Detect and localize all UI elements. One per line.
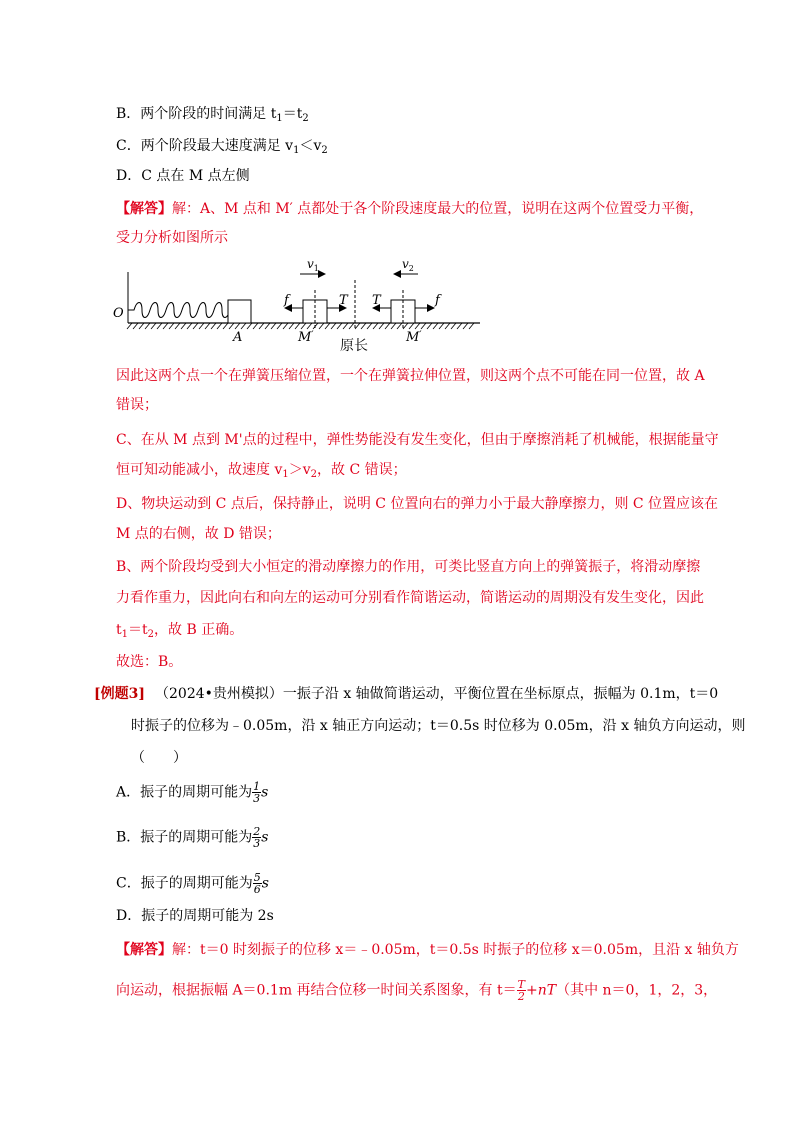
label-f-right: f [435,293,440,308]
answer-line-9: B、两个阶段均受到大小恒定的滑动摩擦力的作用，可类比竖直方向上的弹簧振子，将滑动摩擦 [116,559,701,575]
hatch-mark [289,323,294,329]
hatch-mark [403,323,408,329]
hatch-mark [349,323,354,329]
spring [128,303,230,318]
hatch-mark [367,323,372,329]
label-v1: $v_1$ [307,257,319,273]
answer-line-6: 恒可知动能减小，故速度 $v_1>v_2$，故 C 错误； [116,462,407,480]
hatch-mark [439,323,444,329]
hatch-mark [445,323,450,329]
hatch-mark [361,323,366,329]
hatch-mark [397,323,402,329]
label-a: A [233,330,243,345]
hatch-mark [307,323,312,329]
hatch-mark [391,323,396,329]
hatch-mark [223,323,228,329]
option-b: B．两个阶段的时间满足 $t_1=t_2$ [116,106,309,124]
force-diagram [0,250,794,360]
answer-line-11: $t_1=t_2$，故 B 正确。 [116,622,244,640]
hatch-mark [145,323,150,329]
example3-line-1: [例题3] （2024•贵州模拟）一振子沿 x 轴做简谐运动，平衡位置在坐标原点，振幅为 0.1m，t＝0 [94,686,719,702]
hatch-mark [295,323,300,329]
label-t-left: T [339,293,348,308]
hatch-mark [373,323,378,329]
hatch-mark [187,323,192,329]
label-natural-length: 原长 [340,338,368,354]
hatch-mark [337,323,342,329]
answer-line-1: 【解答】解：A、M 点和 M′ 点都处于各个阶段速度最大的位置，说明在这两个位置受力平衡， [116,201,704,217]
answer-line-10: 力看作重力，因此向右和向左的运动可分别看作简谐运动，简谐运动的周期没有发生变化，因此 [116,590,704,606]
hatch-mark [193,323,198,329]
hatch-mark [325,323,330,329]
example3-line-3: （ ） [131,750,187,766]
hatch-mark [301,323,306,329]
hatch-mark [343,323,348,329]
example3-option-c: C．振子的周期可能为 $\frac{5}{6}$ s [116,871,269,896]
example3-option-a: A．振子的周期可能为 $\frac{1}{3}$ s [116,780,269,805]
hatch-mark [175,323,180,329]
example3-option-b: B．振子的周期可能为 $\frac{2}{3}$ s [116,825,269,850]
hatch-mark [409,323,414,329]
hatch-mark [319,323,324,329]
hatch-mark [433,323,438,329]
example3-tag: [例题3] [94,686,145,702]
hatch-mark [199,323,204,329]
hatch-mark [379,323,384,329]
hatch-mark [211,323,216,329]
hatch-mark [385,323,390,329]
hatch-mark [463,323,468,329]
answer-line-5: C、在从 M 点到 M'点的过程中，弹性势能没有发生变化，但由于摩擦消耗了机械能，根据能量守 [116,432,719,448]
label-m-prime: M′ [406,330,422,345]
label-t-right: T [372,293,381,308]
label-o: O [113,306,124,321]
label-v2: $v_2$ [402,257,414,273]
hatch-mark [157,323,162,329]
answer-line-4: 错误； [116,397,158,413]
example3-line-2: 时振子的位移为﹣0.05m，沿 x 轴正方向运动；t＝0.5s 时位移为 0.05m，沿 x 轴负方向运动，则 [131,718,746,734]
answer-line-7: D、物块运动到 C 点后，保持静止，说明 C 位置向右的弹力小于最大静摩擦力，则 C 位置应该在 [116,496,719,512]
block-a [228,300,251,323]
hatch-mark [241,323,246,329]
option-d: D．C 点在 M 点左侧 [116,168,250,184]
hatch-mark [169,323,174,329]
label-m: M′ [298,330,314,345]
hatch-mark [271,323,276,329]
example3-option-d: D．振子的周期可能为 2s [116,908,274,924]
hatch-mark [235,323,240,329]
hatch-mark [421,323,426,329]
ground-hatching [127,323,474,329]
hatch-mark [283,323,288,329]
answer-line-12: 故选：B。 [116,654,183,670]
hatch-mark [469,323,474,329]
hatch-mark [181,323,186,329]
hatch-mark [247,323,252,329]
hatch-mark [253,323,258,329]
answer-line-2: 受力分析如图所示 [116,230,228,246]
hatch-mark [217,323,222,329]
answer2-line-1: 【解答】解：t＝0 时刻振子的位移 x＝﹣0.05m，t＝0.5s 时振子的位移 x＝0.05m，且沿 x 轴负方 [116,942,739,958]
answer2-tag: 【解答】 [116,942,172,958]
hatch-mark [427,323,432,329]
hatch-mark [163,323,168,329]
hatch-mark [205,323,210,329]
hatch-mark [133,323,138,329]
hatch-mark [457,323,462,329]
hatch-mark [259,323,264,329]
label-f-left: f [284,293,289,308]
hatch-mark [127,323,132,329]
hatch-mark [277,323,282,329]
hatch-mark [331,323,336,329]
option-c: C．两个阶段最大速度满足 $v_1<v_2$ [116,138,328,156]
hatch-mark [355,323,360,329]
answer-line-3: 因此这两个点一个在弹簧压缩位置，一个在弹簧拉伸位置，则这两个点不可能在同一位置，故 A [116,368,705,384]
answer-tag: 【解答】 [116,201,172,217]
hatch-mark [415,323,420,329]
hatch-mark [451,323,456,329]
answer-line-8: M 点的右侧，故 D 错误； [116,526,281,542]
answer2-line-2: 向运动，根据振幅 A＝0.1m 再结合位移一时间关系图象，有 t＝ $\frac{T}{2}$ +nT（其中 n＝0，1，2，3， [116,978,718,1003]
hatch-mark [229,323,234,329]
hatch-mark [139,323,144,329]
hatch-mark [265,323,270,329]
hatch-mark [151,323,156,329]
